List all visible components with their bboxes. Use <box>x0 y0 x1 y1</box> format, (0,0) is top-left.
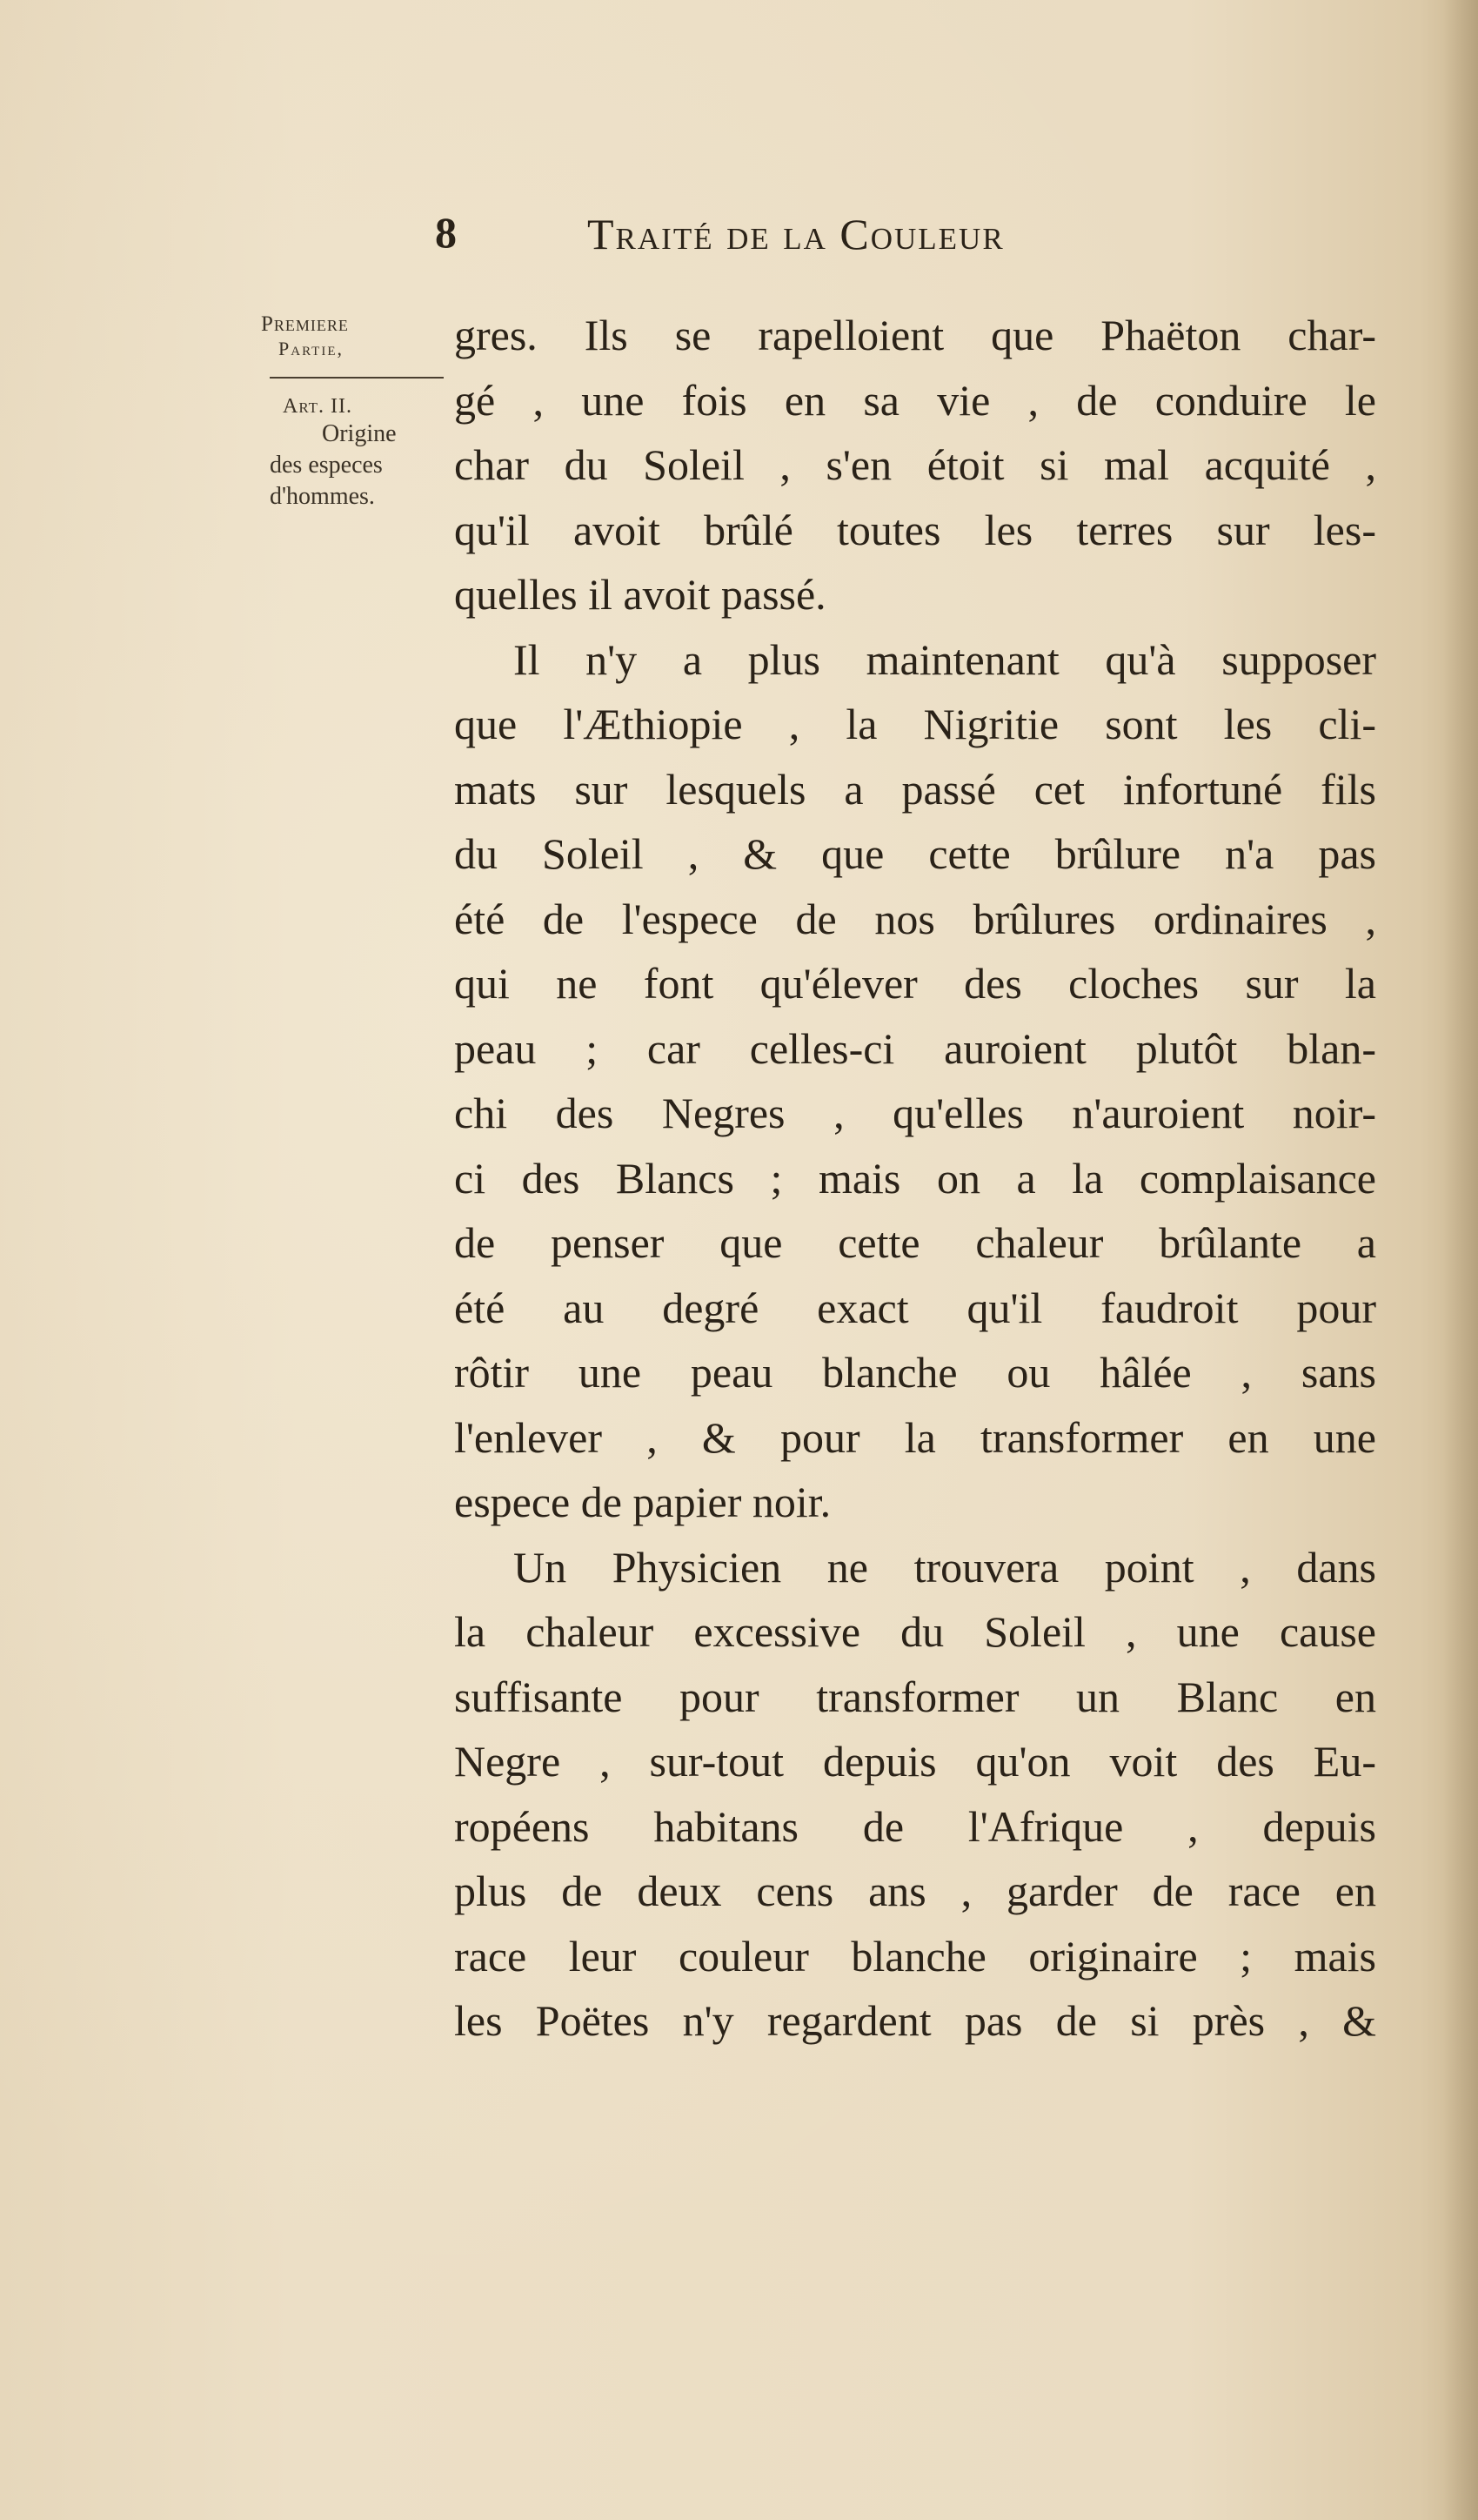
margin-note-article: Art. II. <box>283 395 353 418</box>
text-line: gé , une fois en sa vie , de conduire le <box>454 375 1376 425</box>
margin-note-part-continued: Partie, <box>278 338 344 359</box>
text-line: quelles il avoit passé. <box>454 570 826 619</box>
text-line: race leur couleur blanche originaire ; mais <box>454 1931 1376 1980</box>
text-line: peau ; car celles-ci auroient plutôt blan- <box>454 1023 1376 1073</box>
text-line: l'enlever , & pour la transformer en une <box>454 1412 1376 1462</box>
margin-note-divider <box>270 377 444 379</box>
text-line: espece de papier noir. <box>454 1478 832 1526</box>
text-line: gres. Ils se rapelloient que Phaëton char- <box>454 311 1376 359</box>
text-line: rôtir une peau blanche ou hâlée , sans <box>454 1348 1376 1397</box>
text-line: du Soleil , & que cette brûlure n'a pas <box>454 829 1376 878</box>
running-title: Traité de la Couleur <box>587 210 1005 258</box>
text-line: ropéens habitans de l'Afrique , depuis <box>454 1801 1376 1851</box>
margin-note-part: Premiere <box>261 312 349 336</box>
text-line: plus de deux cens ans , garder de race en <box>454 1867 1376 1915</box>
text-line: de penser que cette chaleur brûlante a <box>454 1218 1376 1267</box>
margin-note-topic-line: Origine <box>322 420 397 447</box>
text-line: mats sur lesquels a passé cet infortuné fils <box>454 764 1376 814</box>
text-line: été de l'espece de nos brûlures ordinaires , <box>454 894 1376 943</box>
text-line: été au degré exact qu'il faudroit pour <box>454 1283 1376 1332</box>
paragraph-first-line: Un Physicien ne trouvera point , dans <box>513 1542 1376 1592</box>
page-header <box>435 207 1305 277</box>
text-line: ci des Blancs ; mais on a la complaisance <box>454 1153 1376 1203</box>
margin-note <box>261 311 448 513</box>
paragraph-first-line: Il n'y a plus maintenant qu'à supposer <box>513 634 1376 684</box>
page-edge-shadow <box>1443 0 1478 2520</box>
text-line: chi des Negres , qu'elles n'auroient noir- <box>454 1089 1376 1137</box>
text-line: la chaleur excessive du Soleil , une cause <box>454 1607 1376 1656</box>
text-line: Negre , sur-tout depuis qu'on voit des Eu- <box>454 1737 1376 1786</box>
text-line: suffisante pour transformer un Blanc en <box>454 1672 1376 1721</box>
body-text <box>454 303 1376 2054</box>
text-line: qu'il avoit brûlé toutes les terres sur les- <box>454 505 1376 554</box>
text-line: qui ne font qu'élever des cloches sur la <box>454 959 1376 1008</box>
margin-note-topic-line: des especes <box>270 452 383 479</box>
page-number: 8 <box>435 208 458 257</box>
margin-note-topic-line: d'hommes. <box>270 483 375 510</box>
text-line: les Poëtes n'y regardent pas de si près , & <box>454 1996 1376 2045</box>
text-line: que l'Æthiopie , la Nigritie sont les cli- <box>454 700 1376 748</box>
text-line: char du Soleil , s'en étoit si mal acquité , <box>454 440 1376 489</box>
